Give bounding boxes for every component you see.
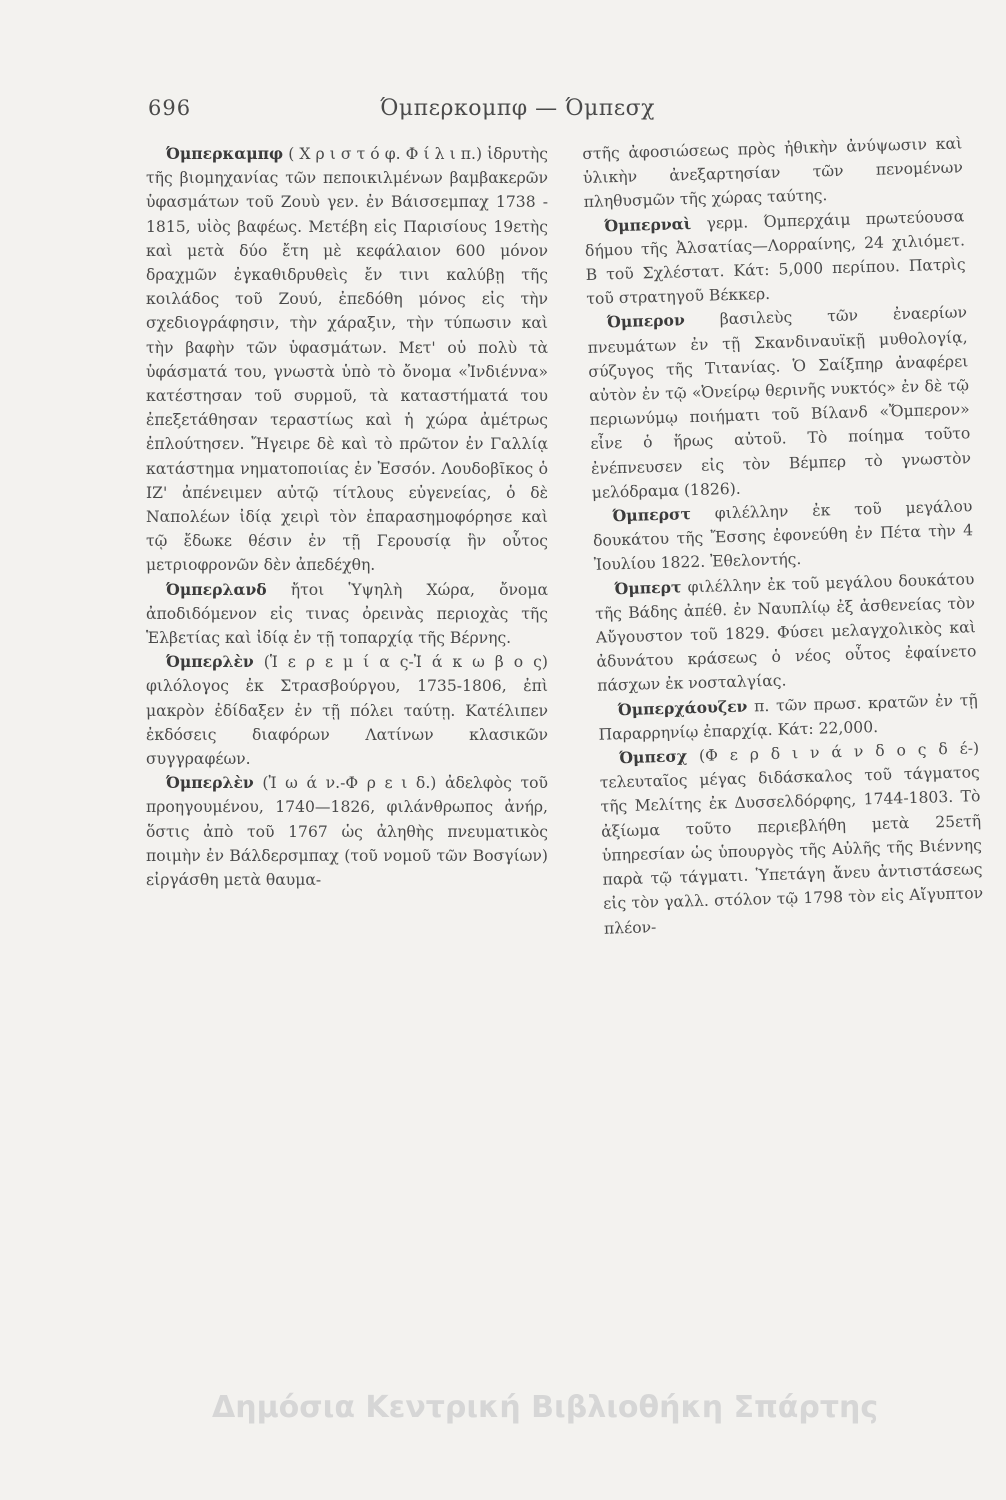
entry-text: φιλέλλην ἐκ τοῦ μεγάλου δουκάτου τῆς Ἔσσης ἐφονεύθη ἐν Πέτα τὴν 4 Ἰουλίου 1822. Ἐθελοντής. (592, 497, 974, 575)
dictionary-entry (594, 567, 977, 699)
dictionary-entry (587, 301, 972, 505)
page-number: 696 (148, 96, 192, 120)
dictionary-entry (146, 771, 548, 892)
entry-text: (Ἰ ω ά ν.-Φ ρ ε ι δ.) ἀδελφὸς τοῦ προηγουμένου, 1740—1826, φιλάνθρωπος ἀνήρ, ὅστις ἀπὸ τοῦ 1767 ὡς ἀληθὴς πνευματικὸς ποιμὴν ἐν Βάλδερσμπαχ (τοῦ νομοῦ τῶν Βοσγίων) εἰργάσθη μετὰ θαυμα- (146, 774, 548, 890)
headword: Όμπερον (606, 310, 686, 332)
entry-text: (Ἱ ε ρ ε μ ί α ς-Ἰ ά κ ω β ο ς) φιλόλογος ἐκ Στρασβούργου, 1735-1806, ἐπὶ μακρὸν ἐδίδαξεν ἐν τῇ πόλει ταύτῃ. Κατέλιπεν ἐκδόσεις διαφόρων Λατίνων κλασικῶν συγγραφέων. (146, 653, 548, 769)
dictionary-entry (599, 736, 984, 940)
dictionary-entry (146, 578, 548, 651)
left-column (146, 142, 548, 892)
dictionary-entry (592, 494, 974, 577)
headword: Όμπερκαμπφ (166, 144, 284, 163)
headword: Όμπεσχ (618, 746, 688, 768)
library-watermark: Δημόσια Κεντρική Βιβλιοθήκη Σπάρτης (212, 1390, 879, 1425)
dictionary-entry-continued (582, 131, 964, 214)
entry-text: στῆς ἀφοσιώσεως πρὸς ἠθικὴν ἀνύψωσιν καὶ ὑλικὴν ἀνεξαρτησίαν τῶν πενομένων πληθυσμῶν τῆς χώρας ταύτης. (582, 134, 964, 212)
headword: Όμπερλὲν (166, 652, 254, 672)
entry-text: ἤτοι Ὑψηλὴ Χώρα, ὄνομα ἀποδιδόμενον εἰς τινας ὀρεινὰς περιοχὰς τῆς Ἑλβετίας καὶ ἰδίᾳ ἐν τῇ τοπαρχίᾳ τῆς Βέρνης. (146, 580, 548, 648)
entry-text: (Φ ε ρ δ ι ν ά ν δ ο ς δ έ-) τελευταῖος μέγας διδάσκαλος τοῦ τάγματος τῆς Μελίτης ἐκ Δυσσελδόρφης, 1744-1803. Τὸ ἀξίωμα τοῦτο περιεβλήθη μετὰ 25ετῆ ὑπηρεσίαν ὡς ὑπουργὸς τῆς Αὐλῆς τῆς Βιέννης παρὰ τῷ τάγματι. Ὑπετάγη ἄνευ ἀντιστάσεως εἰς τὸν γαλλ. στόλον τῷ 1798 τὸν εἰς Αἴγυπτον πλέον- (599, 739, 984, 938)
entry-text: βασιλεὺς τῶν ἐναερίων πνευμάτων ἐν τῇ Σκανδιναυϊκῇ μυθολογίᾳ, σύζυγος τῆς Τιτανίας. Ὁ Σαίξπηρ ἀναφέρει αὐτὸν ἐν τῷ «Ὀνείρῳ θερινῆς νυκτός» ἐν δὲ τῷ περιωνύμῳ ποιήματι τοῦ Βίλανδ «Ὄμπερον» εἶνε ὁ ἥρως αὐτοῦ. Τὸ ποίημα τοῦτο ἐνέπνευσεν εἰς τὸν Βέμπερ τὸ γνωστὸν μελόδραμα (1826). (587, 303, 972, 502)
headword: Όμπερναὶ (604, 213, 692, 236)
headword: Όμπερστ (612, 504, 692, 526)
entry-text: φιλέλλην ἐκ τοῦ μεγάλου δουκάτου τῆς Βάδης ἀπέθ. ἐν Ναυπλίῳ ἐξ ἀσθενείας τὸν Αὔγουστον τοῦ 1829. Φύσει μελαγχολικὸς καὶ ἀδυνάτου κράσεως ὁ νέος οὗτος ἐφαίνετο πάσχων ἐκ νοσταλγίας. (594, 569, 977, 696)
dictionary-entry (146, 650, 548, 771)
headword: Όμπερλανδ (166, 579, 267, 599)
dictionary-entry (584, 204, 967, 311)
headword: Όμπερλὲν (166, 773, 254, 793)
right-column (582, 131, 984, 940)
headword: Όμπερτ (614, 577, 682, 598)
entry-text: ( Χ ρ ι σ τ ό φ. Φ ί λ ι π.) ἱδρυτὴς τῆς βιομηχανίας τῶν πεποικιλμένων βαμβακερῶν ὑφασμάτων τοῦ Ζουὺ γεν. ἐν Βάισσεμπαχ 1738 - 1815, υἱὸς βαφέως. Μετέβη εἰς Παρισίους 19ετὴς καὶ μετὰ δύο ἔτη μὲ κεφάλαιον 600 μόνον δραχμῶν ἐγκαθιδρυθεὶς ἔν τινι καλύβῃ τῆς κοιλάδος τοῦ Ζουύ, ἐπεδόθη μόνος εἰς τὴν σχεδιογράφησιν, τὴν χάραξιν, τὴν τύπωσιν καὶ τὴν βαφὴν τῶν ὑφασμάτων. Μετ' οὐ πολὺ τὰ ὑφάσματά του, γνωστὰ ὑπὸ τὸ ὄνομα «Ἰνδιέννα» κατέστησαν τοῦ συρμοῦ, τὰ καταστήματά του ἐπεξετάθησαν τεραστίως καὶ ἡ χώρα ἀμέτρως ἐπλούτησεν. Ἤγειρε δὲ καὶ τὸ πρῶτον ἐν Γαλλίᾳ κατάστημα νηματοποιίας ἐν Ἐσσόν. Λουδοβῖκος ὁ ΙΖ' ἀπένειμεν αὐτῷ τίτλους εὐγενείας, ὁ δὲ Ναπολέων ἰδίᾳ χειρὶ τὸν ἐπαρασημοφόρησε καὶ τῷ ἔδωκε θέσιν ἐν τῇ Γερουσίᾳ ἣν οὗτος μετριοφρονῶν δὲν ἀπεδέχθη. (146, 145, 548, 575)
dictionary-entry (146, 142, 548, 578)
running-head: Όμπερκομπφ — Όμπεσχ (380, 96, 655, 121)
entry-text: γερμ. Όμπερχάιμ πρωτεύουσα δήμου τῆς Ἀλσατίας—Λορραίνης, 24 χιλιόμετ. Β τοῦ Σχλέστατ. Κάτ: 5,000 περίπου. Πατρὶς τοῦ στρατηγοῦ Βέκκερ. (584, 206, 966, 309)
entry-text: π. τῶν πρωσ. κρατῶν ἐν τῇ Παραρρηνίῳ ἐπαρχίᾳ. Κάτ: 22,000. (598, 690, 978, 744)
headword: Όμπερχάουζεν (617, 696, 748, 719)
